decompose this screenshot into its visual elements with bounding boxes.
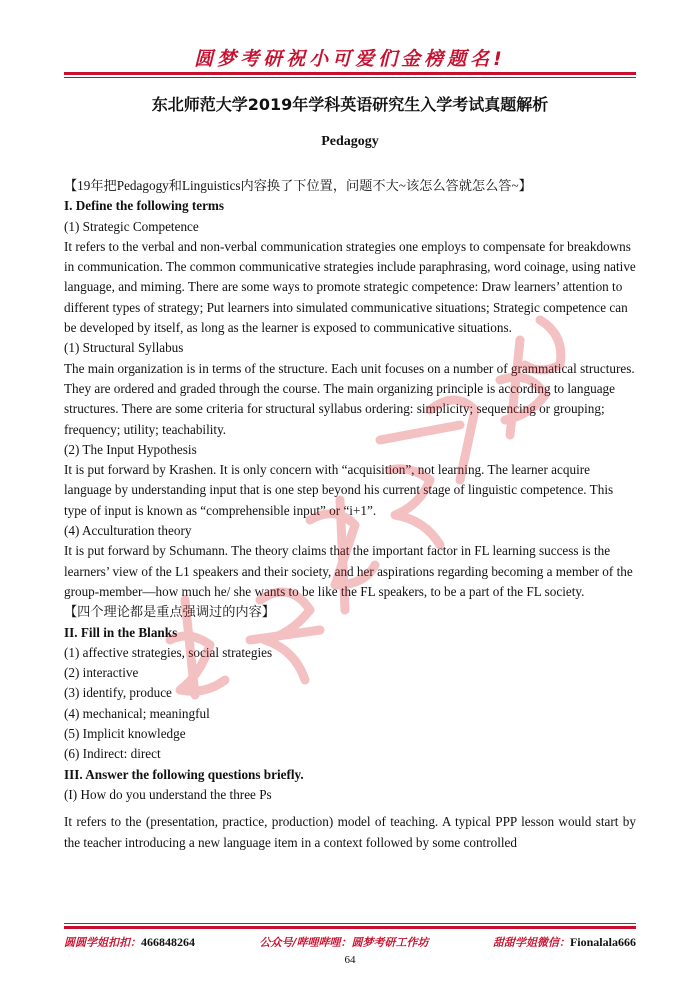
intro-note: 【19年把Pedagogy和Linguistics内容换了下位置，问题不大~该怎么答就怎么答~】 — [64, 178, 532, 193]
section-heading-2: II. Fill in the Blanks — [64, 624, 178, 640]
page-number: 64 — [344, 954, 356, 966]
footer-wechat — [493, 934, 636, 950]
footer-account: 公众号/哔哩哔哩：圆梦考研工作坊 — [259, 936, 429, 949]
term-definition: It is put forward by Krashen. It is only concern with “acquisition”, not learning. The learner acquire language by understanding input that is one step beyond his current stage of linguistic competence. This type of input is known as “comprehensible input” or “i+1”. — [64, 462, 614, 518]
header-rule-thin — [64, 77, 636, 78]
footer-qq-value: 466848264 — [141, 935, 195, 949]
footer-bar — [64, 933, 636, 951]
header-rule-thick — [64, 72, 636, 75]
footer-wechat-label: 甜甜学姐微信： — [492, 936, 570, 949]
footer-qq-label: 圆圆学姐扣扣： — [64, 936, 141, 949]
blank-answer: (4) mechanical; meaningful — [64, 705, 210, 721]
term-title: (4) Acculturation theory — [64, 523, 192, 539]
question-text: (I) How do you understand the three Ps — [64, 786, 272, 802]
document-title: 东北师范大学2019年学科英语研究生入学考试真题解析 — [151, 95, 549, 114]
blank-answer: (5) Implicit knowledge — [64, 726, 186, 742]
blank-answer: (1) affective strategies, social strategies — [64, 644, 273, 660]
blank-answer: (2) interactive — [64, 665, 139, 681]
term-title: (2) The Input Hypothesis — [64, 441, 197, 457]
footer-rule-thin — [64, 923, 636, 924]
term-definition: It refers to the verbal and non-verbal communication strategies one employs to compensate for breakdowns in communication. The common communicative strategies include paraphrasing, word coinage, using native language, and miming. There are some ways to promote strategic competence: Draw learners’ attention to different types of strategy; Put learners into simulated communicative situations; Strategic competence can be developed by itself, as long as the learner is exposed to communicative situations. — [64, 238, 636, 336]
header-banner: 圆梦考研祝小可爱们金榜题名! — [194, 48, 506, 70]
section-note: 【四个理论都是重点强调过的内容】 — [64, 604, 275, 620]
section-heading-3: III. Answer the following questions briefly. — [64, 766, 304, 782]
blank-answer: (3) identify, produce — [64, 685, 172, 701]
term-title: (1) Strategic Competence — [64, 218, 199, 234]
document-body — [64, 176, 636, 853]
term-title: (1) Structural Syllabus — [64, 340, 184, 356]
section-heading-1: I. Define the following terms — [64, 198, 225, 214]
subject-heading: Pedagogy — [321, 134, 379, 149]
blank-answer: (6) Indirect: direct — [64, 746, 161, 762]
footer-qq — [64, 934, 195, 950]
footer-wechat-value: Fionalala666 — [569, 935, 636, 949]
term-definition: The main organization is in terms of the structure. Each unit focuses on a number of grammatical structures. They are ordered and graded through the course. The main organizing principle is according to language structures. There are some criteria for structural syllabus ordering: simplicity; sequencing or grouping; frequency; utility; teachability. — [64, 360, 635, 437]
term-definition: It is put forward by Schumann. The theory claims that the important factor in FL learning success is the learners’ view of the L1 speakers and their society, and her aspirations regarding becoming a member of the group-member—how much he/ she wants to be like the FL speakers, to be a part of the FL society. — [64, 543, 633, 599]
footer-rule-thick — [64, 926, 636, 929]
answer-text: It refers to the (presentation, practice, production) model of teaching. A typical PPP lesson would start by the teacher introducing a new language item in a context followed by some controlled — [64, 814, 636, 850]
